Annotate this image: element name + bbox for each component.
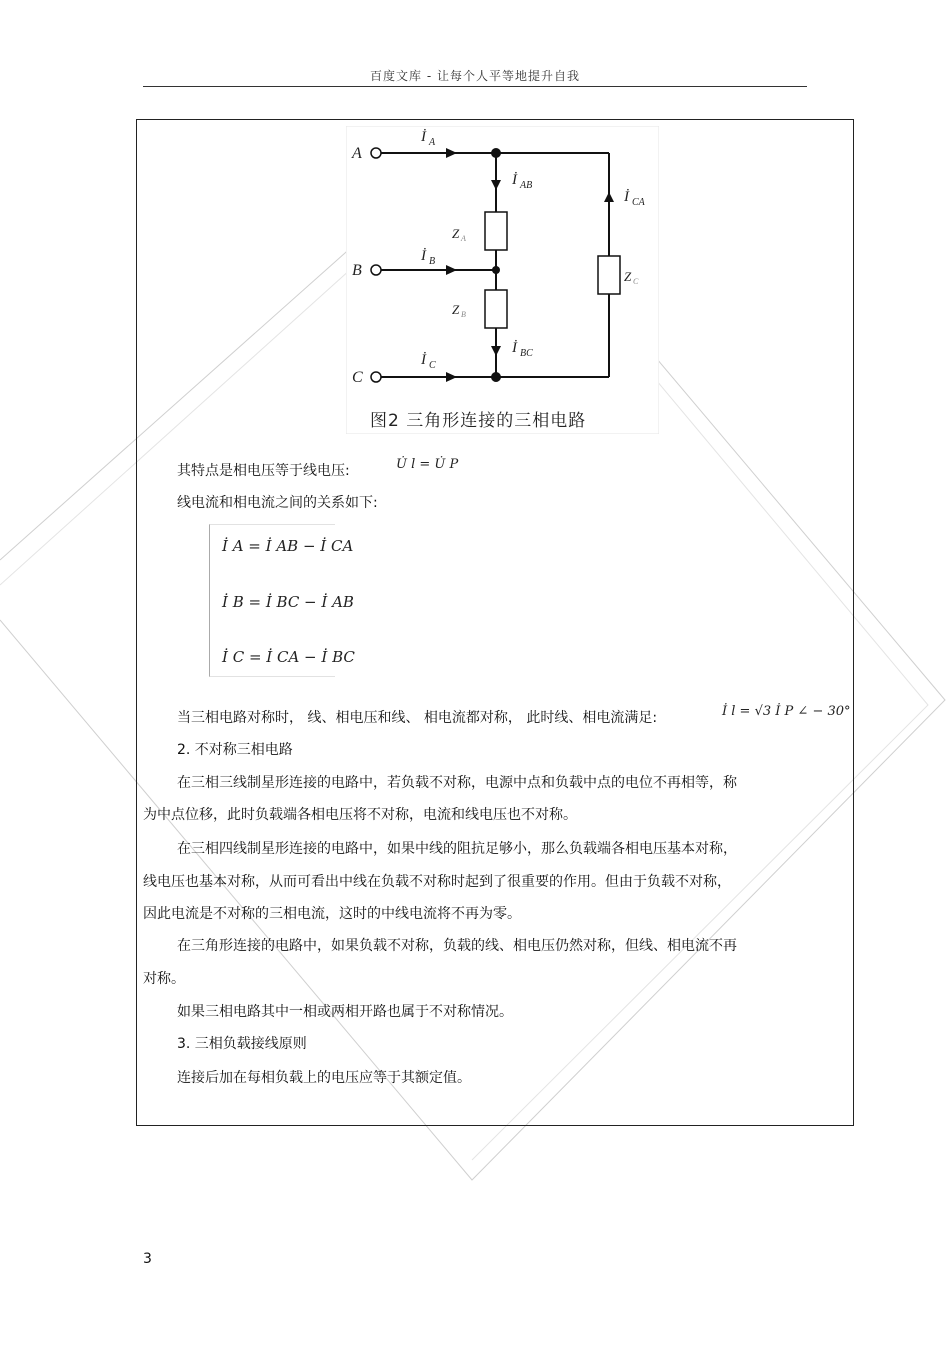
paragraph: 在三相四线制星形连接的电路中，如果中线的阻抗足够小，那么负载端各相电压基本对称， [177,841,737,857]
impedance-zb-label: Z [452,302,460,317]
svg-text:CA: CA [632,197,645,208]
paragraph: 对称。 [143,971,185,987]
current-ic-label: İ [421,352,426,368]
impedance-za-label: Z [452,226,460,241]
current-ia-label: İ [421,129,426,145]
node-b-label: B [352,262,362,279]
paragraph: 连接后加在每相负载上的电压应等于其额定值。 [177,1070,471,1086]
svg-text:C: C [429,360,436,371]
page-header: 百度文库 - 让每个人平等地提升自我 [370,69,580,83]
header-rule [143,86,807,87]
node-c-label: C [352,369,363,386]
paragraph: 在三角形连接的电路中，如果负载不对称，负载的线、相电压仍然对称，但线、相电流不再 [177,938,737,954]
svg-text:A: A [429,137,436,148]
section-heading: 2. 不对称三相电路 [177,742,293,758]
svg-text:C: C [633,277,639,286]
formula-voltage: U̇ l = U̇ P [396,457,459,472]
paragraph: 如果三相电路其中一相或两相开路也属于不对称情况。 [177,1004,513,1020]
impedance-zc-label: Z [624,269,632,284]
equation-ib: İ B = İ BC − İ AB [222,593,354,611]
formula-symmetric: İ l = √3 İ P ∠ − 30° [722,704,851,719]
node-a-label: A [352,145,362,162]
paragraph: 线电流和相电流之间的关系如下: [177,495,378,511]
paragraph: 因此电流是不对称的三相电流，这时的中线电流将不再为零。 [143,906,521,922]
page-number: 3 [143,1251,152,1267]
paragraph: 在三相三线制星形连接的电路中，若负载不对称，电源中点和负载中点的电位不再相等，称 [177,775,737,791]
paragraph: 线电压也基本对称，从而可看出中线在负载不对称时起到了很重要的作用。但由于负载不对称， [143,874,731,890]
equation-ia: İ A = İ AB − İ CA [222,537,354,555]
figure-caption: 图2 三角形连接的三相电路 [370,411,587,431]
current-ib-label: İ [421,248,426,264]
svg-text:B: B [461,310,466,319]
paragraph: 其特点是相电压等于线电压: [177,463,350,479]
current-ibc-label: İ [512,340,517,356]
current-iab-label: İ [512,172,517,188]
paragraph: 当三相电路对称时， 线、相电压和线、 相电流都对称， 此时线、相电流满足: [177,710,658,726]
svg-text:BC: BC [520,348,533,359]
equation-ic: İ C = İ CA − İ BC [222,648,355,666]
current-ica-label: İ [624,189,629,205]
section-heading: 3. 三相负载接线原则 [177,1036,307,1052]
svg-text:AB: AB [520,180,533,191]
svg-text:A: A [461,234,466,243]
paragraph: 为中点位移，此时负载端各相电压将不对称，电流和线电压也不对称。 [143,807,577,823]
svg-text:B: B [429,256,436,267]
delta-circuit-diagram [346,126,659,434]
